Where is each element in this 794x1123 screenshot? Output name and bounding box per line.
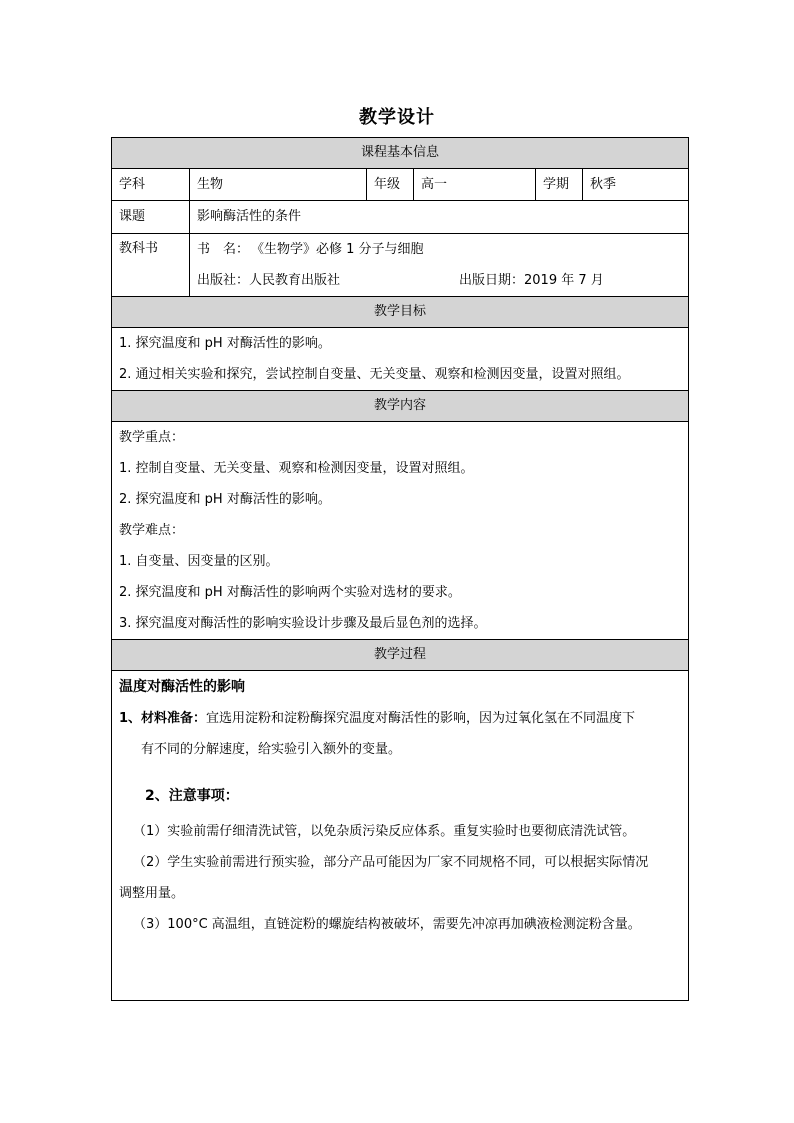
topic-label: 课题 <box>112 201 190 234</box>
objectives-header: 教学目标 <box>112 297 689 328</box>
book-name-label: 书 名： <box>197 242 250 257</box>
process-header: 教学过程 <box>112 640 689 671</box>
textbook-label: 教科书 <box>112 234 190 297</box>
process-body <box>112 671 689 1001</box>
publisher: 出版社：人民教育出版社 <box>197 273 341 288</box>
term-value: 秋季 <box>583 169 689 201</box>
document-title: 教学设计 <box>359 107 435 128</box>
materials-text: 宜选用淀粉和淀粉酶探究温度对酶活性的影响，因为过氧化氢在不同温度下 <box>206 711 636 726</box>
objective-item: 1. 探究温度和 pH 对酶活性的影响。 <box>119 336 331 351</box>
objective-item: 2. 通过相关实验和探究，尝试控制自变量、无关变量、观察和检测因变量，设置对照组。 <box>119 367 630 382</box>
note-item: （2）学生实验前需进行预实验，部分产品可能因为厂家不同规格不同，可以根据实际情况 <box>133 855 649 870</box>
subject-label: 学科 <box>112 169 190 201</box>
grade-label: 年级 <box>367 169 414 201</box>
difficulty-item: 2. 探究温度和 pH 对酶活性的影响两个实验对选材的要求。 <box>119 585 461 600</box>
note-item-continued: 调整用量。 <box>119 886 185 901</box>
key-point-item: 1. 控制自变量、无关变量、观察和检测因变量，设置对照组。 <box>119 461 474 476</box>
materials-prefix: 1、材料准备： <box>119 711 207 726</box>
difficulty-item: 3. 探究温度对酶活性的影响实验设计步骤及最后显色剂的选择。 <box>119 616 487 631</box>
topic-value: 影响酶活性的条件 <box>190 201 689 234</box>
materials-line-continued: 有不同的分解速度，给实验引入额外的变量。 <box>141 742 402 757</box>
note-item: （3）100°C 高温组，直链淀粉的螺旋结构被破坏，需要先冲凉再加碘液检测淀粉含量。 <box>133 917 641 932</box>
subject-value: 生物 <box>190 169 367 201</box>
lesson-plan-table <box>111 137 689 1001</box>
note-item: （1）实验前需仔细清洗试管，以免杂质污染反应体系。重复实验时也要彻底清洗试管。 <box>133 824 636 839</box>
objectives-content <box>112 328 689 391</box>
grade-value: 高一 <box>414 169 536 201</box>
term-label: 学期 <box>536 169 583 201</box>
key-points-label: 教学重点： <box>119 430 185 445</box>
content-body <box>112 422 689 640</box>
difficulties-label: 教学难点： <box>119 523 185 538</box>
publish-date: 出版日期：2019 年 7 月 <box>459 273 604 288</box>
book-name-line <box>197 234 681 265</box>
notes-title: 2、注意事项： <box>145 788 239 804</box>
key-point-item: 2. 探究温度和 pH 对酶活性的影响。 <box>119 492 331 507</box>
materials-line <box>119 703 681 734</box>
difficulty-item: 1. 自变量、因变量的区别。 <box>119 554 279 569</box>
basic-info-header: 课程基本信息 <box>112 138 689 169</box>
publisher-line <box>197 265 681 296</box>
content-header: 教学内容 <box>112 391 689 422</box>
textbook-info <box>190 234 689 297</box>
process-section-title: 温度对酶活性的影响 <box>119 679 245 695</box>
book-name-value: 《生物学》必修 1 分子与细胞 <box>251 242 424 257</box>
